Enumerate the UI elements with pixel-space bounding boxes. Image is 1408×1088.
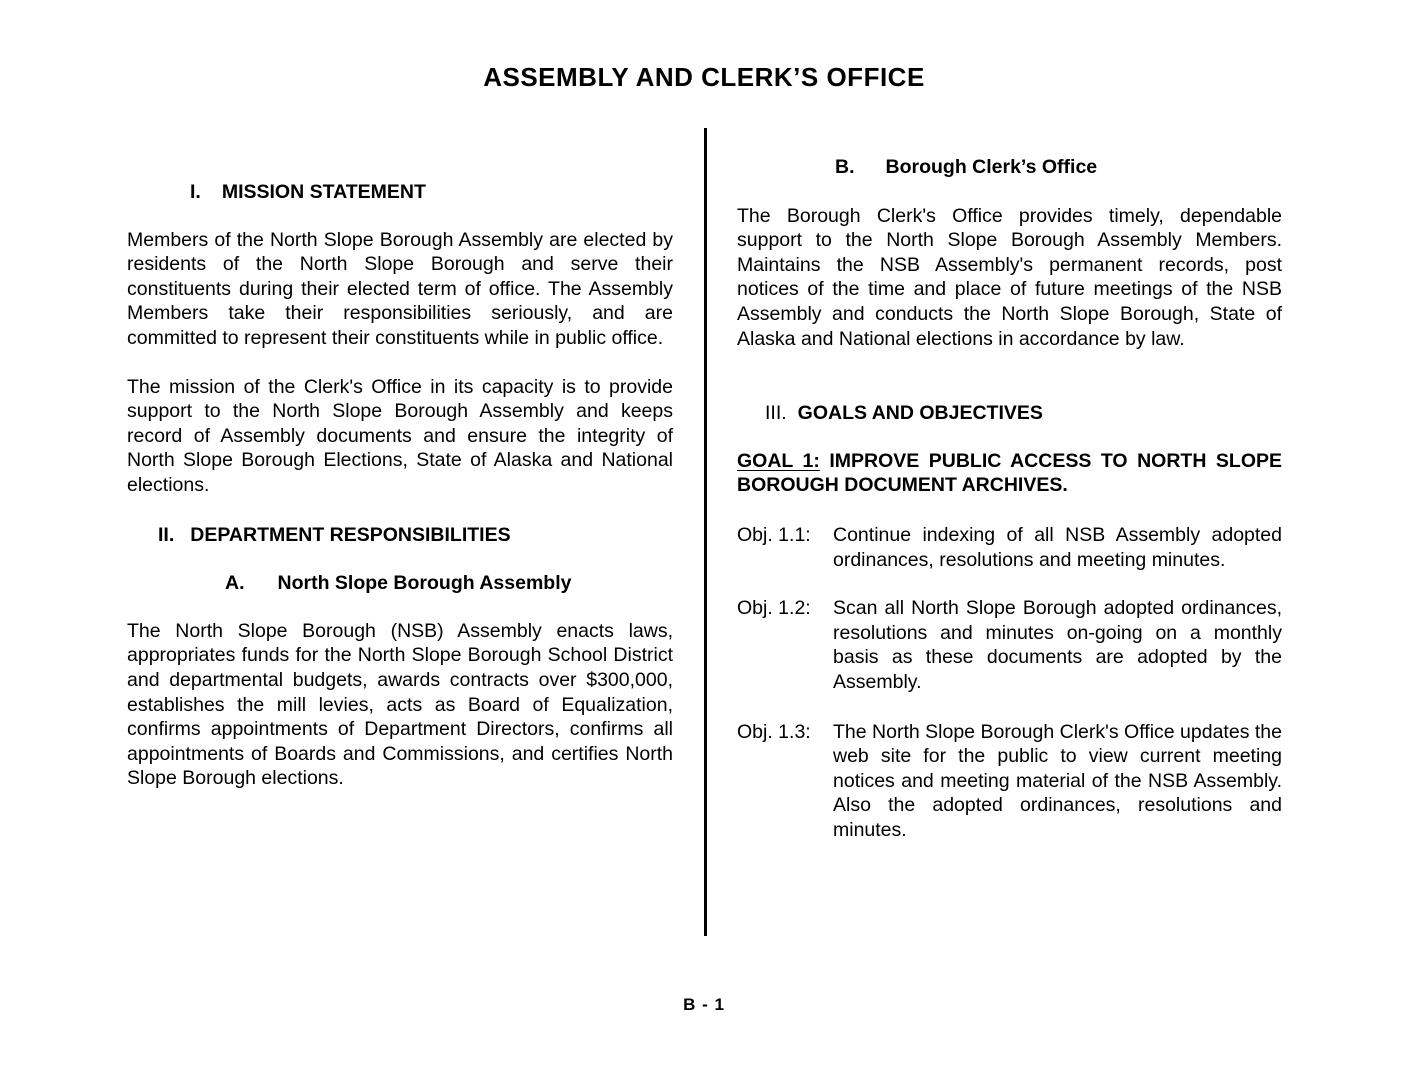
section-title: MISSION STATEMENT xyxy=(221,181,426,203)
mission-paragraph-1: Members of the North Slope Borough Assembly are elected by residents of the North Slope Borough and serve their constituents during their elected term of office. The Assembly Members take their responsibilities seriously, and are committed to represent their constituents while in public office. xyxy=(127,228,673,349)
goal-1-text: IMPROVE PUBLIC ACCESS TO NORTH SLOPE BOROUGH DOCUMENT ARCHIVES. xyxy=(737,449,1282,497)
goal-1-label: GOAL 1: xyxy=(737,449,820,472)
right-column xyxy=(737,155,1282,842)
left-column xyxy=(127,180,673,791)
subsection-title: Borough Clerk’s Office xyxy=(885,156,1098,178)
subsection-letter: A. xyxy=(225,572,245,595)
objective-label: Obj. 1.3: xyxy=(737,720,811,743)
assembly-paragraph: The North Slope Borough (NSB) Assembly enacts laws, appropriates funds for the North Slope Borough School District and departmental budgets, awards contracts over $300,000, establishes the mill levies, acts as Board of Equalization, confirms appointments of Department Directors, confirms all appointments of Boards and Commissions, and certifies North Slope Borough elections. xyxy=(127,619,673,790)
heading-mission-statement xyxy=(127,180,673,205)
heading-goals-objectives xyxy=(737,401,1282,426)
objective-text: The North Slope Borough Clerk's Office updates the web site for the public to view current meeting notices and meeting material of the NSB Assembly. Also the adopted ordinances, resolutions and minutes. xyxy=(833,720,1282,841)
section-title: GOALS AND OBJECTIVES xyxy=(797,402,1043,425)
page-number: B - 1 xyxy=(683,995,725,1014)
section-number: I. xyxy=(190,181,201,203)
heading-nsb-assembly xyxy=(127,571,673,596)
objective-item xyxy=(737,596,1282,694)
objective-item xyxy=(737,523,1282,572)
objective-text: Continue indexing of all NSB Assembly adopted ordinances, resolutions and meeting minutes. xyxy=(833,523,1282,571)
goal-1 xyxy=(737,449,1282,498)
subsection-title: North Slope Borough Assembly xyxy=(277,572,572,595)
section-title: DEPARTMENT RESPONSIBILITIES xyxy=(190,523,511,546)
section-number: II. xyxy=(158,523,175,546)
objective-label: Obj. 1.2: xyxy=(737,597,811,620)
section-number: III. xyxy=(765,402,787,425)
subsection-letter: B. xyxy=(835,156,855,178)
clerk-paragraph: The Borough Clerk's Office provides timely, dependable support to the North Slope Borough Assembly Members. Maintains the NSB Assembly's permanent records, post notices of the time and place of future meetings of the NSB Assembly and conducts the North Slope Borough, State of Alaska and National elections in accordance by law. xyxy=(737,204,1282,350)
heading-borough-clerks-office xyxy=(737,155,1282,180)
objective-text: Scan all North Slope Borough adopted ordinances, resolutions and minutes on-going on a monthly basis as these documents are adopted by the Assembly. xyxy=(833,597,1282,693)
document-title: ASSEMBLY AND CLERK’S OFFICE xyxy=(483,62,925,92)
column-divider xyxy=(704,128,707,936)
objective-item xyxy=(737,720,1282,843)
objective-label: Obj. 1.1: xyxy=(737,523,811,546)
mission-paragraph-2: The mission of the Clerk's Office in its capacity is to provide support to the North Slope Borough Assembly and keeps record of Assembly documents and ensure the integrity of North Slope Borough Elections, State of Alaska and National elections. xyxy=(127,375,673,496)
heading-department-responsibilities xyxy=(127,523,673,548)
